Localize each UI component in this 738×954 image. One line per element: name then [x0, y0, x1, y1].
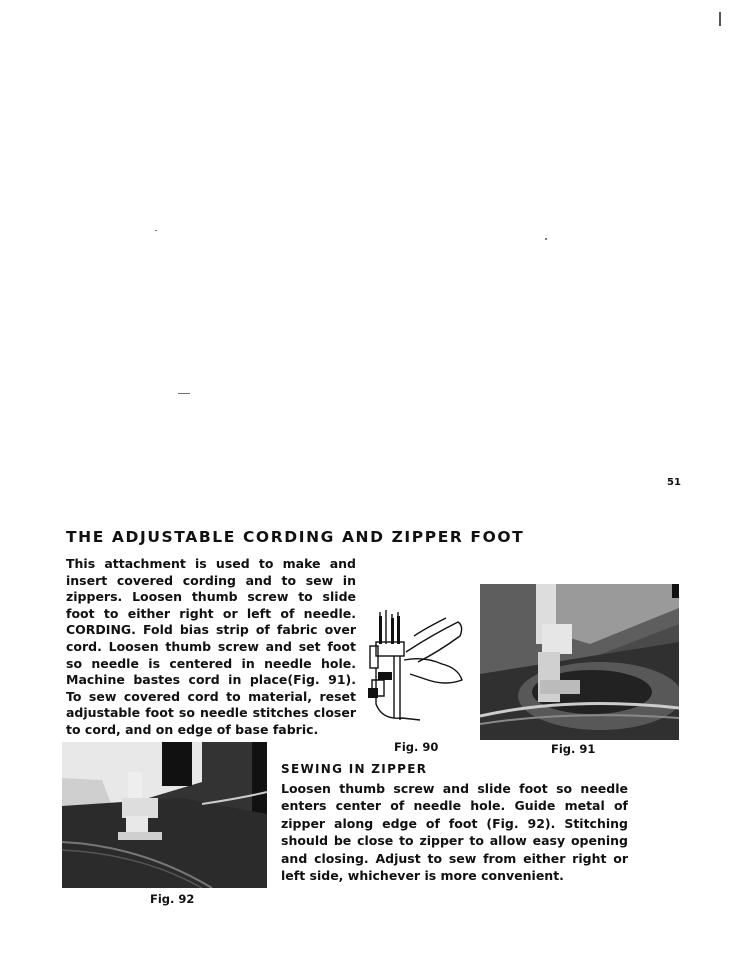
section-title: THE ADJUSTABLE CORDING AND ZIPPER FOOT	[66, 528, 525, 546]
zipper-paragraph: Loosen thumb screw and slide foot so needle enters center of needle hole. Guide metal of zipper along edge of foot (Fig. 92). Stitching should be close to zipper to allow easy opening and closing. Adjust to sew from either right or left side, whichever is more convenient.	[281, 781, 628, 884]
scan-speck	[719, 12, 721, 26]
scan-speck	[155, 230, 157, 231]
intro-text	[66, 556, 356, 739]
scan-speck	[545, 238, 547, 240]
zipper-subtitle: SEWING IN ZIPPER	[281, 762, 428, 776]
cording-paragraph: CORDING. Fold bias strip of fabric over cord. Loosen thumb screw and set foot so needle is centered in needle hole. Machine bastes cord in place(Fig. 91).	[66, 622, 356, 688]
figure-92-zipper-photo	[62, 742, 267, 888]
page-number: 51	[667, 477, 681, 488]
intro-paragraph: This attachment is used to make and insert covered cording and to sew in zippers. Loosen thumb screw to slide foot to either right or left of needle.	[66, 556, 356, 621]
figure-91-caption: Fig. 91	[551, 742, 596, 756]
scan-speck	[178, 393, 190, 394]
cord-sewing-paragraph: To sew covered cord to material, reset adjustable foot so needle stitches closer to cord, and on edge of base fabric.	[66, 688, 356, 737]
figure-90-caption: Fig. 90	[394, 740, 439, 754]
figure-91-cording-photo	[480, 584, 679, 740]
figure-92-caption: Fig. 92	[150, 892, 195, 906]
figure-90-cording-foot-illustration	[364, 608, 468, 726]
